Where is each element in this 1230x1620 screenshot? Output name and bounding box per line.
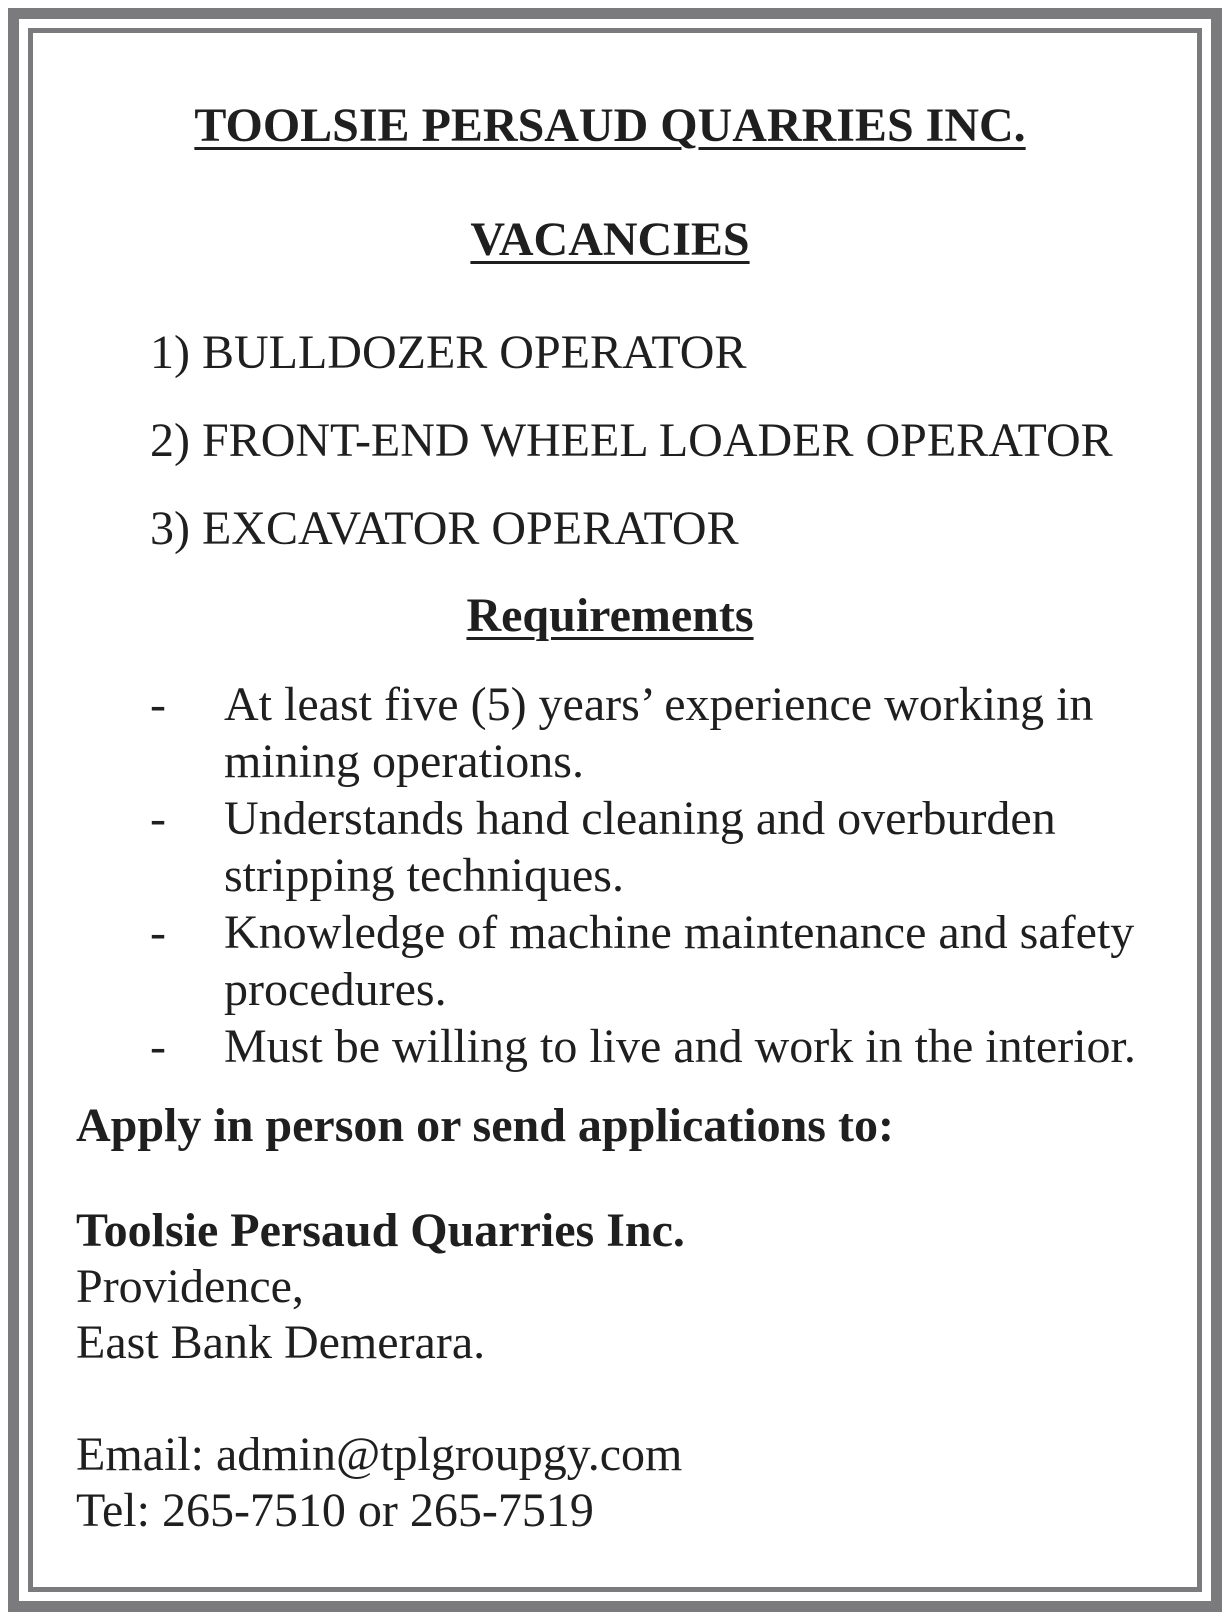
bullet-dash: - — [150, 792, 166, 845]
address-company-name: Toolsie Persaud Quarries Inc. — [76, 1204, 685, 1257]
address-line-1: Providence, — [76, 1260, 304, 1313]
requirement-text: Understands hand cleaning and overburden stripping techniques. — [224, 792, 1056, 902]
requirements-list — [150, 676, 1170, 1075]
requirements-heading: Requirements — [466, 589, 754, 642]
requirement-text: Must be willing to live and work in the interior. — [224, 1020, 1136, 1073]
email-line: Email: admin@tplgroupgy.com — [76, 1428, 683, 1481]
bullet-dash: - — [150, 1020, 166, 1073]
bullet-dash: - — [150, 678, 166, 731]
apply-instruction: Apply in person or send applications to: — [76, 1099, 894, 1152]
address-line-2: East Bank Demerara. — [76, 1316, 486, 1369]
bullet-dash: - — [150, 906, 166, 959]
requirement-item — [150, 676, 1170, 790]
requirement-text: At least five (5) years’ experience working in mining operations. — [224, 678, 1094, 788]
company-heading: TOOLSIE PERSAUD QUARRIES INC. — [194, 99, 1026, 152]
vacancies-heading: VACANCIES — [470, 213, 750, 266]
position-item-excavator: 3) EXCAVATOR OPERATOR — [150, 502, 739, 555]
position-item-bulldozer: 1) BULLDOZER OPERATOR — [150, 326, 747, 379]
requirement-item — [150, 1018, 1170, 1075]
requirement-text: Knowledge of machine maintenance and safety procedures. — [224, 906, 1135, 1016]
requirement-item — [150, 790, 1170, 904]
position-item-loader: 2) FRONT-END WHEEL LOADER OPERATOR — [150, 414, 1113, 467]
telephone-line: Tel: 265-7510 or 265-7519 — [76, 1484, 594, 1537]
requirement-item — [150, 904, 1170, 1018]
